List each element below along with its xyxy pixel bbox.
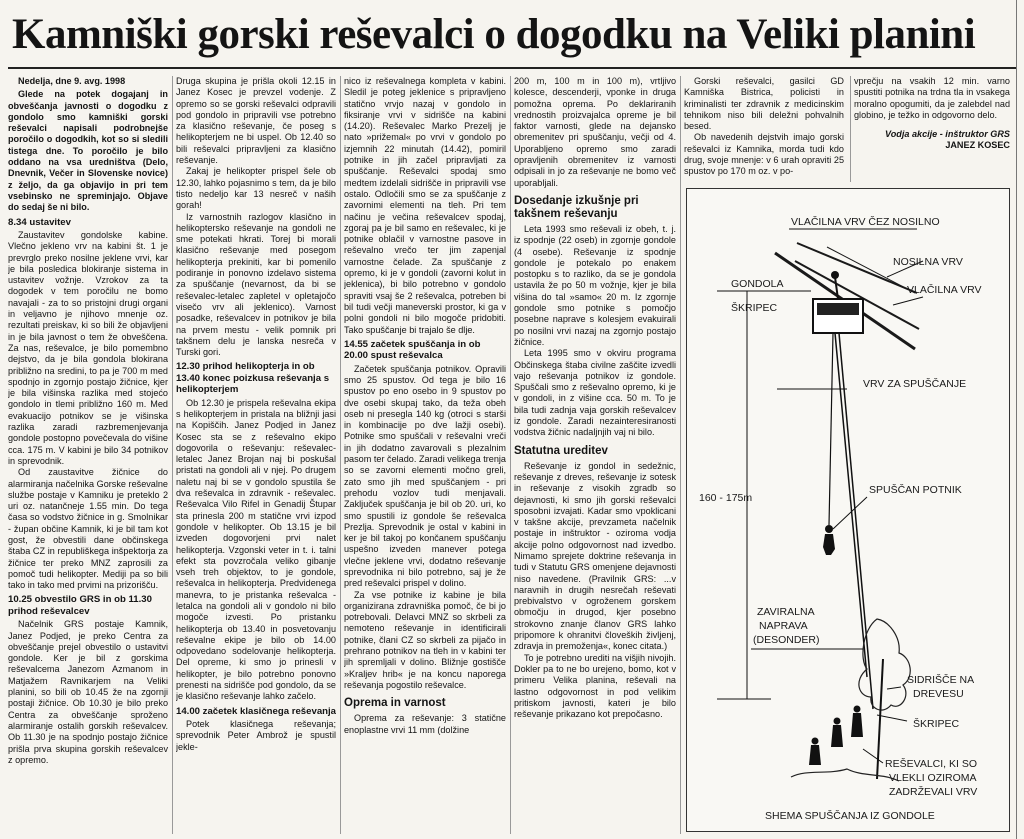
label-spuscan-potnik: SPUŠČAN POTNIK: [869, 484, 962, 496]
signature-name: JANEZ KOSEC: [945, 140, 1010, 151]
rescuer-body: [831, 725, 843, 747]
signature-role: Vodja akcije - inštruktor GRS: [885, 129, 1010, 140]
label-desonder-3: (DESONDER): [753, 634, 820, 646]
paragraph: Začetek spuščanja potnikov. Opravili smo 25 spustov. Od tega je bilo 16 spustov po eno osebo in 9 spustov po dve osebi skupaj tako, da teža obeh oseb ni presegla 140 kg (otroci s starši in kombinacije po dve lažji osebi). Potnike smo spuščali v reševalni vreči in jih dodatno zavarovali s plezalnim pasom ter čelado. Zaradi velikega trenja so se zavorni elementi močno greli, zato smo jih med spuščanjem - pri prehodu vozlov tudi menjavali. Zaključek spuščanja je bil ob 20. uri, ko smo spustili iz gondole še reševalca Prezlja. Sprevodnik je ostal v kabini in ker je bil takoj po končanem spuščanju uspešno izveden manever potega vlečne jeklene vrvi, dodatno reševanje sprevodnika ni bilo potrebno, saj je že pred reševalci prispel v dolino.: [344, 363, 506, 589]
rescuer-body: [851, 713, 863, 737]
paragraph: Zaustavitev gondolske kabine. Vlečno jekleno vrv na kabini št. 1 je prevrglo preko nosilne jeklene vrvi, kar je bila posledica blokiranje sistema in ustavitev vožnje. Vzrokov za ta dogodek v tem poročilu ne bomo navajali - za to so pristojni drugi organi in veljavno je njihovo mnenje oz. rezultati preiskav, ki so bili že objavljeni in je bila javnost o tem že obveščena. Za nas, reševalce, je bilo pomembno dejstvo, da je bila gondola blokirana približno na sredini, to pa je 700 m med spodnjo in zgornjo postajo žičnice, kjer je bila višinska razlika med stojećo gondolo in tlemi približno 160 m. Med evakuacijo potnikov se je višinska razlika zaradi razbremenjevanja gondole postopno povečevala do višine cca. 175 m. V kabini je bilo 34 potnikov in sprevodnik.: [8, 229, 168, 466]
passenger-head: [825, 525, 833, 533]
subheading: 12.30 prihod helikopterja in ob 13.40 konec poizkusa reševanja s helikopterjem: [176, 361, 330, 396]
lead-paragraph: Glede na potek dogajanj in obveščanja javnosti o dogodku z gondolo smo kamniški gorski reševalci napisali podrobnejše poročilo o dogodkih, kot so si sledili tistega dne. To poročilo je bilo oddano na vsa uredništva (Delo, Dnevnik, Večer in Slovenske novice) z željo, da ga objavijo in pri tem vsebinsko ne spreminjajo. Objave do sedaj še ni bilo.: [8, 89, 168, 213]
column-separator: [340, 76, 341, 834]
rescuer-head: [834, 718, 841, 725]
paragraph: Leta 1993 smo reševali iz obeh, t. j. iz spodnje (22 oseb) in zgornje gondole (4 osebe). Reševanje iz spodnje gondole je potekalo po enakem postopku s to razliko, da se je gondola ustavila že po 50 m vožnje, kjer je bila višina do tal »samo« 20 m. Iz zgornje gondole smo potnike s pomočjo posebne naprave s kolesjem evakuirali po nosilni vrvi nazaj na zgornjo postajo žičnice.: [514, 223, 676, 347]
subheading: 14.55 začetek spuščanja in ob 20.00 spust reševalca: [344, 338, 481, 362]
paragraph: Iz varnostnih razlogov klasično in helikoptersko reševanje na gondoli ne sme potekati hkrati. Torej bi morali klasično reševanje med posegom helikopterja prekiniti, kar bi pomenilo podiranje in ponovno izdelavo sistema za spuščanje (nevarnost, da bi se reševalec-letalec zapletel v opletajočo visečo vrv ali jeklenico). Varnost posadke, reševalcev in potnikov je bila na prvem mestu - velik pomnik pri takšnem delu je lanska nesreča v Turski gori.: [176, 211, 336, 358]
paragraph: Oprema za reševanje: 3 statične enoplastne vrvi 11 mm (dolžine: [344, 713, 506, 735]
paragraph: Druga skupina je prišla okoli 12.15 in Janez Kosec je prevzel vodenje. Z opremo so se gorski reševalci odpravili pod gondolo in pripravili vse potrebno za klasično reševanje, če poseg s helikopterjem ne bi uspel. Ob 12.40 so bili reševalci pripravljeni za klasično reševanje.: [176, 76, 336, 166]
label-desonder-1: ZAVIRALNA: [757, 606, 815, 618]
paragraph: To je potrebno urediti na višjih nivojih. Dokler pa to ne bo urejeno, bomo, kot v primeru Velika planina, reševali na lastno odgovornost in pod velikim pritiskom javnosti, kateri je bilo reševanje prikazano kot prepočasno.: [514, 652, 676, 720]
column-separator: [680, 76, 681, 834]
column-separator: [172, 76, 173, 834]
leader-line: [863, 749, 883, 763]
label-vlacilna-cez-nosilno: VLAČILNA VRV ČEZ NOSILNO: [791, 216, 940, 228]
passenger-body: [823, 534, 835, 555]
section-heading: Dosedanje izkušnje pri takšnem reševanju: [514, 194, 639, 220]
label-resevalci-3: ZADRŽEVALI VRV: [889, 786, 978, 798]
descent-rope-3: [829, 333, 833, 525]
column-2: [176, 76, 336, 834]
label-resevalci-2: VLEKLI OZIROMA: [889, 772, 977, 784]
vlacilna-cez-nosilno-rope: [797, 243, 917, 293]
label-gondola: GONDOLA: [731, 278, 784, 290]
paragraph: Ob navedenih dejstvih imajo gorski reševalci iz Kamnika, morda tudi kdo drug, svoje mnenje: v 6 urah opraviti 25 spustov po 170 m oz. v po-: [684, 132, 844, 177]
paragraph: Gorski reševalci, gasilci GD Kamniška Bistrica, policisti in kriminalisti ter zdravnik z medicinskim tehnikom niso bili deležni pohvalnih besed.: [684, 76, 844, 132]
diagram-title: SHEMA SPUŠČANJA IZ GONDOLE: [765, 810, 935, 822]
label-height: 160 - 175m: [699, 492, 753, 504]
section-heading: Oprema in varnost: [344, 697, 446, 710]
paragraph: Od zaustavitve žičnice do alarmiranja načelnika Gorske reševalne službe postaje v Kamniku je preteklo 2 uri oz. natančneje 1.55 min. Do tega časa so vodstvo žičnice in g. Smolnikar - župan občine Kamnik, ki je bil tam kot gost, že obvestili dane občinskega štaba CZ in republiškega inšpektorja za žičnice ter preko MNZ zaprosili za pomoč tudi helikopter. Mediji pa so bili tako in tako med prvimi na prizorišču.: [8, 467, 168, 591]
label-skripec-top: ŠKRIPEC: [731, 302, 778, 314]
label-nosilna: NOSILNA VRV: [893, 256, 963, 268]
subheading: 14.00 začetek klasičnega reševanja: [176, 705, 336, 717]
paragraph: 200 m, 100 m in 100 m), vrtljivo kolesce, descenderji, vponke in druga pomožna oprema. Po deklariranih vrednostih proizvajalca opreme je bil faktor varnosti, glede na dejansko obremenitev pri spuščanju, večji od 4. Uporabljeno opremo smo zaradi opravljenih obremenitev iz varnosti odpisali in jo za reševanje ne bomo več uporabljali.: [514, 76, 676, 188]
rescue-diagram-svg: [687, 189, 1009, 831]
subheading: 8.34 ustavitev: [8, 216, 71, 228]
paragraph: Ob 12.30 je prispela reševalna ekipa s helikopterjem in pristala na bližnji jasi na Kopiščih. Janez Podjed in Janez Kosec sta se z reševalno ekipo dogovorila o reševanju: reševalec-letalec Janez Brojan naj bi poskušal pristati na gondoli ali v njej. Po drugem naletu naj bi se v gondolo spustila še dva reševalca in zdravnik - reševalec. Reševalca Vilo Rifel in Genadij Štupar sta prinesla 200 m statične vrvi izpod gondole v helikopter. Ob 13.15 je bil izveden dogovorjeni prvi nalet helikopterja. Vzgonski veter in t. i. talni efekt sta povzročala veliko gibanje vseh treh objektov, to je gondole, reševalca in helikopterja. Predvidenega manevra, to je pristanka reševalca - letalca na gondoli ali v gondolo ni bilo mogoče izvesti. Po pristanku helikopterja ob 13.40 in posvetovanju reševalne ekipe je bilo ob 14.00 odpovedano sodelovanje helikopterja. Del opreme, ki smo jo prinesli v helikopter, je bilo potrebno ponovno prenesti na sidrišče pod gondolo, da se je klasično reševanje lahko začelo.: [176, 397, 336, 702]
leader-line: [877, 715, 907, 721]
label-desonder-2: NAPRAVA: [759, 620, 808, 632]
ground-line: [791, 769, 899, 781]
column-separator: [510, 76, 511, 834]
paragraph: Reševanje iz gondol in sedežnic, reševanje z dreves, reševanje iz sotesk in reševanje z visokih zgradb so dejavnosti, ki smo jih gorski reševalci sposobni izvajati. Kadar smo vpoklicani v takšne akcije, prevzameta načelnik postaje in inštruktor - oziroma vodja akcije polno odgovornost nad izvedbo. Nimamo sprejete doktrine reševanja in tudi v Statutu GRS omenjene dejavnosti niso navedene. (Pravilnik GRS: ...v naravnih in drugih nesrečah reševati prebivalstvo v ogroženem gorskem območju in drugod, kjer posebno strokovno znanje članov GRS lahko pripomore k ohranitvi človeških življenj, zdravja in premoženja«, konec citata.): [514, 460, 676, 652]
column-4: [514, 76, 676, 834]
skripec-top-shape: [831, 271, 839, 279]
paragraph: Načelnik GRS postaje Kamnik, Janez Podjed, je preko Centra za obveščanje prejel obvestilo o ustavitvi gondole. Ker je bil z gorskima reševalcema Janezom Azmanom in Matjažem Ravnikarjem na Veliki planini, so bili ob 10.45 že na zgornji postaji žičnice. Ob 10.30 je bilo preko Centra za obveščanje sproženo alarmiranje ostalih gorskih reševalcev. Ob 11.30 je na spodnjo postajo žičnice prišla prva skupina gorskih reševalcev z opremo.: [8, 619, 168, 765]
paragraph: vprečju na vsakih 12 min. varno spustiti potnika na trdna tla in vsakega moralno opogumiti, da je zalebdel nad globino, je težko in odgovorno delo.: [854, 76, 1010, 120]
column-3: [344, 76, 506, 834]
paragraph: Potek klasičnega reševanja; sprevodnik Peter Ambrož je spustil jekle-: [176, 719, 336, 752]
column-6: [854, 76, 1010, 182]
headline: Kamniški gorski reševalci o dogodku na Veliki planini: [12, 11, 976, 58]
label-vrv-za-spuscanje: VRV ZA SPUŠČANJE: [863, 378, 967, 390]
rescuer-body: [809, 745, 821, 765]
leader-line: [887, 687, 901, 689]
column-5: [684, 76, 844, 182]
label-sidrisce-1: SIDRIŠČE NA: [907, 674, 975, 686]
rescuer-head: [812, 738, 819, 745]
paragraph: Zakaj je helikopter prispel šele ob 12.30, lahko pojasnimo s tem, da je bilo tisto nedeljo kar 13 nesreč v naših gorah!: [176, 166, 336, 211]
paragraph: nico iz reševalnega kompleta v kabini. Sledil je poteg jeklenice s pripravljeno statično vrvjo nazaj v gondolo in fiksiranje vrvi v sidrišče na kabini (14.20). Reševalec Marko Prezelj je nato »prižemal« po vrvi v gondolo po izjemnih 22 minutah (14.42), pomiril potnike in jih začel pripravljati za spuščanje. Reševalci spodaj smo medtem izdelali sidrišče in pripravili vse ostalo. Odločili smo se za spuščanje z zavornimi elementi na tleh. Pri tem načinu je večina reševalcev spodaj, zgoraj pa je bil samo en reševalec, ki je potnike oblačil v varnostne pasove in reševalno vrečo ter jim zapenjal varnostne čelade. Za spuščanje z opremo, ki je v gondoli (zavorni kolut in jeklenica), bi bilo potrebno v gondolo spraviti vsaj še 2 reševalca, potreben bi bil tudi večji maneverski prostor, ki ga v polni gondoli ni bilo mogoče pridobiti. Tako spuščanje bi trajalo še dlje.: [344, 76, 506, 335]
rescuer-head: [854, 706, 861, 713]
label-resevalci-1: REŠEVALCI, KI SO: [885, 758, 978, 770]
subheading: 10.25 obvestilo GRS in ob 11.30 prihod reševalcev: [8, 594, 152, 617]
column-1: [8, 76, 168, 834]
column-separator: [850, 76, 851, 182]
leader-line: [893, 297, 923, 305]
paragraph: Za vse potnike iz kabine je bila organizirana zdravniška pomoč, če bi jo potrebovali. Delavci MNZ so skrbeli za nemoteno reševanje in identificirali potnike, člani CZ so skrbeli za pijačo in prehrano potnikov na tleh in v kabini ter jih spremljali v dolino. Bližnje gostišče »Kraljev hrib« je na koncu naporega reševanja pogostilo reševalce.: [344, 589, 506, 690]
gondola-windows: [817, 303, 859, 315]
page-edge-rule: [1016, 0, 1017, 839]
paragraph: Leta 1995 smo v okviru programa Občinskega štaba civilne zaščite izvedli vajo reševanja potnikov iz gondole. Spuščali smo z reševalno opremo, ki je v gondoli, in z višine cca. 50 m. To je bila tudi zadnja vaja gorskih reševalcev iz gondole. Zaradi nezainteresiranosti vodstva žičnic nadaljnjih vaj ni bilo.: [514, 348, 676, 438]
label-sidrisce-2: DREVESU: [913, 688, 964, 700]
section-heading: Statutna ureditev: [514, 444, 608, 457]
label-vlacilna: VLAČILNA VRV: [907, 284, 982, 296]
label-skripec-bottom: ŠKRIPEC: [913, 718, 960, 730]
tree-crown: [859, 619, 910, 710]
rescue-diagram: [686, 188, 1010, 832]
date-line: Nedelja, dne 9. avg. 1998: [18, 76, 126, 86]
headline-rule: [8, 67, 1016, 69]
